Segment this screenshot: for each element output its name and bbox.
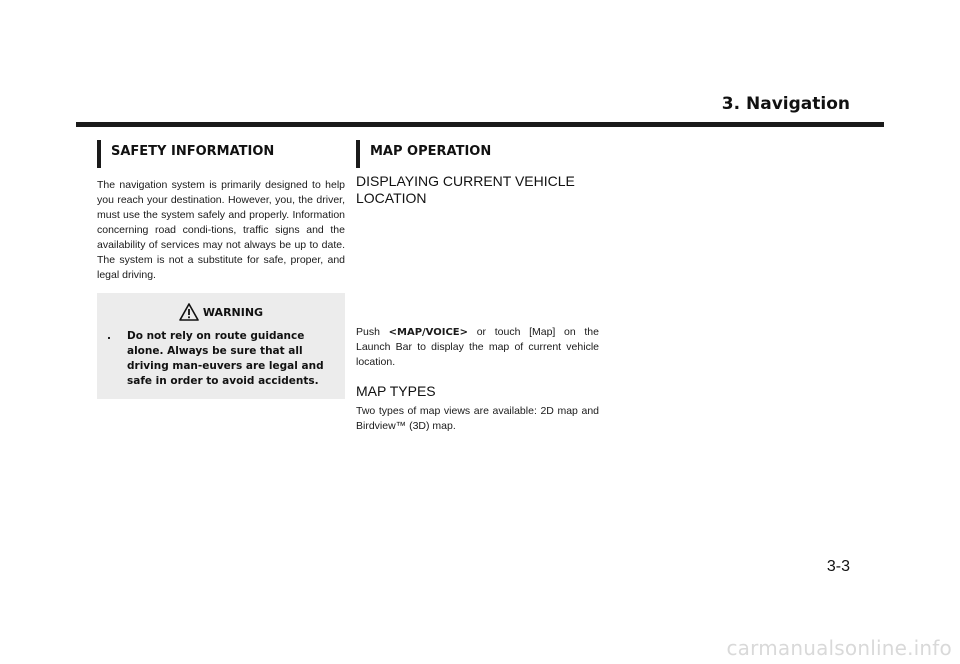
push-word: Push: [356, 326, 380, 338]
current-location-text: or touch [Map] on the Launch Bar to display the map of current vehicle location.: [356, 326, 599, 368]
left-column: [97, 140, 345, 399]
current-location-body: [356, 325, 599, 370]
watermark: carmanualsonline.info: [726, 636, 952, 660]
warning-bullet: .: [107, 330, 111, 342]
warning-box: [97, 293, 345, 399]
header-rule: [76, 122, 884, 127]
warning-text: Do not rely on route guidance alone. Always be sure that all driving man-euvers are legal and safe in order to avoid accidents.: [127, 330, 324, 387]
page-number: 3-3: [826, 558, 850, 575]
map-voice-button-label: <MAP/VOICE>: [388, 327, 469, 338]
current-location-subheading: DISPLAYING CURRENT VEHICLE LOCATION: [356, 173, 575, 206]
safety-heading: SAFETY INFORMATION: [97, 140, 345, 170]
map-operation-heading: MAP OPERATION: [356, 140, 599, 170]
middle-column: [356, 140, 599, 434]
map-types-body: Two types of map views are available: 2D map and Birdview™ (3D) map.: [356, 405, 599, 432]
safety-body: The navigation system is primarily designed to help you reach your destination. However, you, the driver, must use the system safely and properly. Information concerning road condi-tions, traffic signs and the availability of services may not always be up to date. The system is not a substitute for safe, proper, and legal driving.: [97, 179, 345, 281]
map-types-subheading: MAP TYPES: [356, 383, 436, 399]
exclamation-triangle-icon: [179, 303, 199, 321]
chapter-title: 3. Navigation: [721, 94, 850, 114]
warning-header: [105, 303, 337, 321]
warning-title: WARNING: [202, 305, 264, 319]
warning-item: [105, 329, 337, 389]
